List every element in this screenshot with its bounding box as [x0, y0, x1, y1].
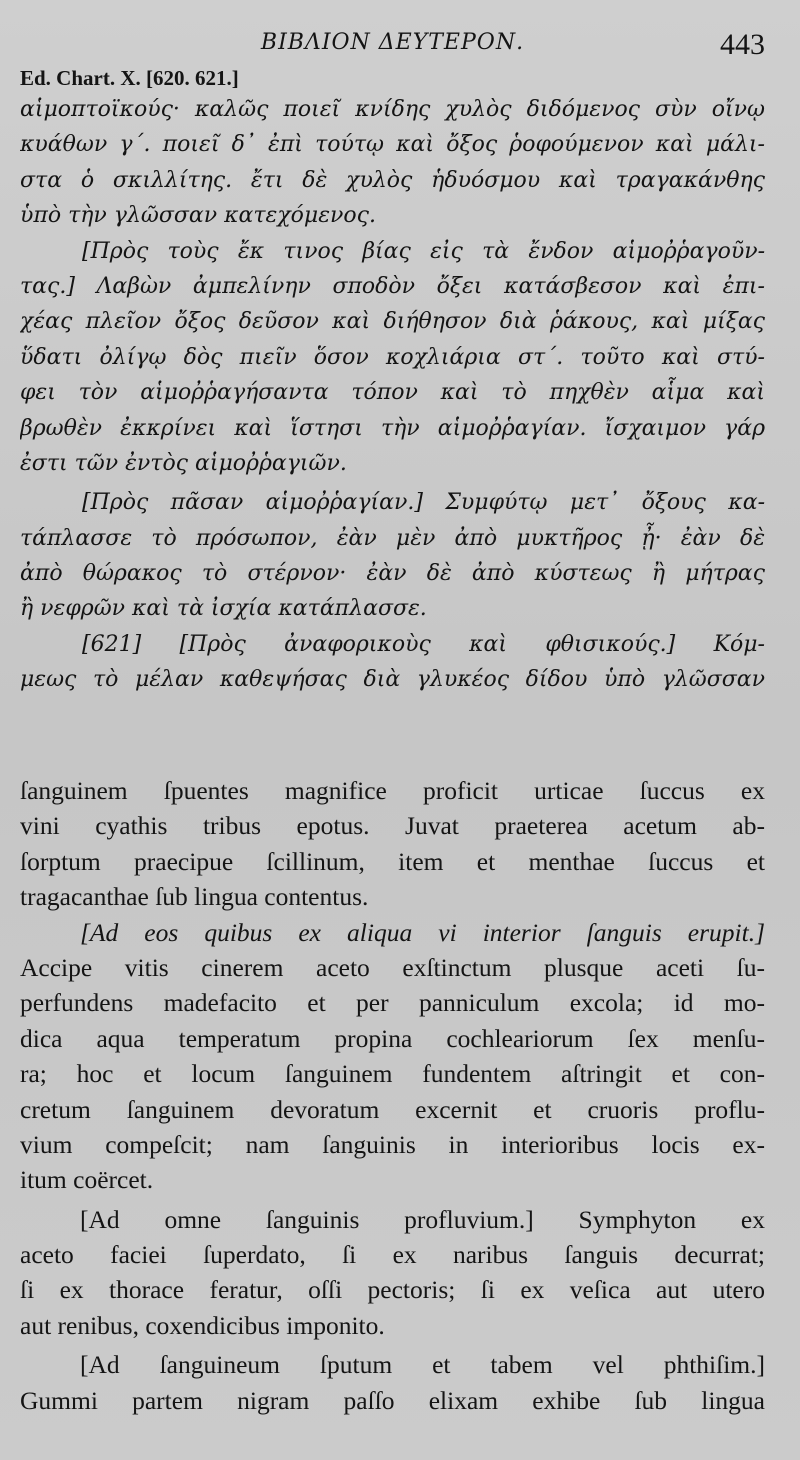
latin-text-block — [20, 773, 765, 1418]
greek-line: ὑπὸ τὴν γλῶσσαν κατεχόμενος. — [20, 203, 376, 229]
greek-heading-line: [621] [Πρὸς ἀναφορικοὺς καὶ φθισικούς.] Κόμ- — [82, 631, 765, 657]
greek-line: φει τὸν αἱμοῤῥαγήσαντα τόπον καὶ τὸ πηχθὲν αἷμα καὶ — [20, 380, 765, 406]
greek-heading-line: [Πρὸς πᾶσαν αἱμοῤῥαγίαν.] Συμφύτῳ μετ᾽ ὄξους κα- — [82, 490, 765, 516]
latin-line: ſanguinem ſpuentes magnifice proficit urticae ſuccus ex — [20, 776, 765, 805]
latin-line: itum coërcet. — [20, 1165, 154, 1195]
greek-line: κυάθων γ΄. ποιεῖ δ᾽ ἐπὶ τούτῳ καὶ ὄξος ῥοφούμενον καὶ μάλι- — [20, 132, 765, 158]
latin-line: cretum ſanguinem devoratum excernit et cruoris proflu- — [20, 1094, 765, 1124]
latin-line: aceto faciei ſuperdato, ſi ex naribus ſanguis decurrat; — [20, 1240, 765, 1270]
greek-line: τας.] Λαβὼν ἀμπελίνην σποδὸν ὄξει κατάσβεσον καὶ ἐπι- — [20, 273, 765, 299]
latin-line: vium compeſcit; nam ſanguinis in interioribus locis ex- — [20, 1129, 765, 1159]
greek-line: χέας πλεῖον ὄξος δεῦσον καὶ διήθησον διὰ ῥάκους, καὶ μίξας — [20, 309, 765, 335]
latin-heading-line: [Ad eos quibus ex aliqua vi interior ſanguis erupit.] — [80, 917, 765, 947]
latin-line: ſorptum praecipue ſcillinum, item et menthae ſuccus et — [20, 846, 765, 876]
greek-heading-line: [Πρὸς τοὺς ἔκ τινος βίας εἰς τὰ ἔνδον αἱμοῤῥαγοῦν- — [82, 238, 765, 264]
greek-line: αἱμοπτοϊκούς· καλῶς ποιεῖ κνίδης χυλὸς διδόμενος σὺν οἴνῳ — [20, 97, 765, 122]
latin-heading-line: [Ad ſanguineum ſputum et tabem vel phthiſim.] — [80, 1350, 765, 1380]
greek-line: στα ὁ σκιλλίτης. ἔτι δὲ χυλὸς ἡδυόσμου καὶ τραγακάνθης — [20, 167, 765, 193]
greek-line: βρωθὲν ἐκκρίνει καὶ ἵστησι τὴν αἱμοῤῥαγίαν. ἴσχαιμον γάρ — [20, 415, 765, 441]
running-title: ΒΙΒΛΙΟΝ ΔΕΥΤΕΡΟΝ. — [260, 30, 525, 55]
greek-line: ἢ νεφρῶν καὶ τὰ ἰσχία κατάπλασσε. — [20, 596, 427, 622]
latin-heading-line: [Ad omne ſanguinis profluvium.] Symphyton ex — [80, 1204, 765, 1234]
page-header — [20, 30, 765, 66]
latin-line: Gummi partem nigram paſſo elixam exhibe ſub lingua — [20, 1385, 765, 1415]
latin-line: tragacanthae ſub lingua contentus. — [20, 882, 369, 912]
latin-line: vini cyathis tribus epotus. Juvat praeterea acetum ab- — [20, 811, 765, 841]
latin-line: perfundens madefacito et per panniculum excola; id mo- — [20, 988, 765, 1018]
greek-text-block — [20, 92, 765, 698]
latin-line: dica aqua temperatum propina cochleariorum ſex menſu- — [20, 1023, 765, 1053]
greek-line: τάπλασσε τὸ πρόσωπον, ἐὰν μὲν ἀπὸ μυκτῆρος ᾖ· ἐὰν δὲ — [20, 525, 765, 551]
greek-line: ὕδατι ὀλίγῳ δὸς πιεῖν ὅσον κοχλιάρια στ΄. τοῦτο καὶ στύ- — [20, 344, 765, 370]
greek-line: ἀπὸ θώρακος τὸ στέρνον· ἐὰν δὲ ἀπὸ κύστεως ἢ μήτρας — [20, 561, 765, 587]
page-number: 443 — [720, 28, 765, 61]
greek-line: μεως τὸ μέλαν καθεψήσας διὰ γλυκέος δίδου ὑπὸ γλῶσσαν — [20, 667, 765, 693]
latin-line: Accipe vitis cinerem aceto exſtinctum plusque aceti ſu- — [20, 952, 765, 982]
latin-line: ſi ex thorace feratur, oſſi pectoris; ſi ex veſica aut utero — [20, 1275, 765, 1305]
latin-line: ra; hoc et locum ſanguinem fundentem aſtringit et con- — [20, 1059, 765, 1089]
latin-line: aut renibus, coxendicibus imponito. — [20, 1310, 385, 1340]
greek-line: ἐστι τῶν ἐντὸς αἱμοῤῥαγιῶν. — [20, 450, 347, 476]
edition-reference: Ed. Chart. X. [620. 621.] — [20, 66, 239, 90]
